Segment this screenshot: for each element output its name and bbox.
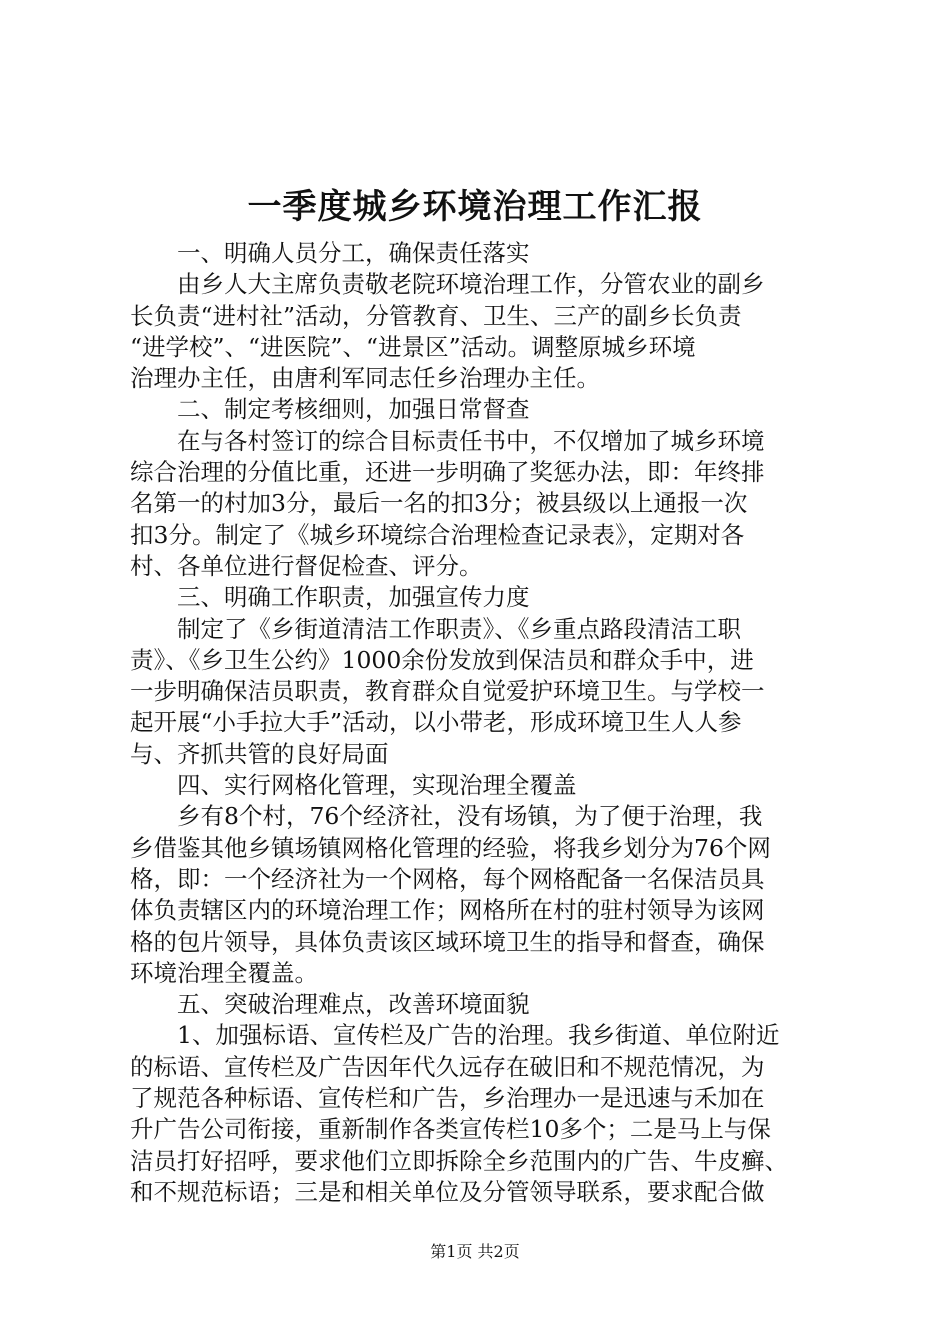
paragraph-line: 一步明确保洁员职责，教育群众自觉爱护环境卫生。与学校一 — [130, 677, 765, 706]
section-heading: 五、突破治理难点，改善环境面貌 — [177, 990, 530, 1019]
paragraph-line: “进学校”、“进医院”、“进景区”活动。调整原城乡环境 — [130, 332, 696, 361]
document-title: 一季度城乡环境治理工作汇报 — [247, 187, 703, 227]
paragraph-line: 格，即：一个经济社为一个网格，每个网格配备一名保洁员具 — [130, 864, 765, 893]
paragraph-line: 升广告公司衔接，重新制作各类宣传栏10多个；二是马上与保 — [130, 1115, 771, 1144]
paragraph-line: 1、加强标语、宣传栏及广告的治理。我乡街道、单位附近 — [177, 1021, 780, 1050]
document-body — [130, 238, 830, 1208]
paragraph-line: 村、各单位进行督促检查、评分。 — [130, 551, 483, 580]
paragraph-line: 体负责辖区内的环境治理工作；网格所在村的驻村领导为该网 — [130, 896, 765, 925]
paragraph-line: 在与各村签订的综合目标责任书中，不仅增加了城乡环境 — [177, 426, 765, 455]
paragraph-line: 扣3分。制定了《城乡环境综合治理检查记录表》，定期对各 — [130, 520, 745, 549]
paragraph-line: 的标语、宣传栏及广告因年代久远存在破旧和不规范情况，为 — [130, 1052, 765, 1081]
section-heading: 二、制定考核细则，加强日常督查 — [177, 395, 530, 424]
paragraph-line: 制定了《乡街道清洁工作职责》、《乡重点路段清洁工职 — [177, 614, 741, 643]
paragraph-line: 洁员打好招呼，要求他们立即拆除全乡范围内的广告、牛皮癣、 — [130, 1146, 788, 1175]
paragraph-line: 环境治理全覆盖。 — [130, 958, 318, 987]
page-footer: 第1页 共2页 — [430, 1242, 520, 1261]
paragraph-line: 和不规范标语；三是和相关单位及分管领导联系，要求配合做 — [130, 1177, 765, 1206]
section-heading: 三、明确工作职责，加强宣传力度 — [177, 583, 530, 612]
paragraph-line: 格的包片领导，具体负责该区域环境卫生的指导和督查，确保 — [130, 927, 765, 956]
paragraph-line: 了规范各种标语、宣传栏和广告，乡治理办一是迅速与禾加在 — [130, 1084, 765, 1113]
paragraph-line: 责》、《乡卫生公约》1000余份发放到保洁员和群众手中，进 — [130, 645, 754, 674]
section-heading: 一、明确人员分工，确保责任落实 — [177, 239, 530, 267]
paragraph-line: 由乡人大主席负责敬老院环境治理工作，分管农业的副乡 — [177, 270, 765, 299]
paragraph-line: 名第一的村加3分，最后一名的扣3分；被县级以上通报一次 — [130, 489, 748, 518]
paragraph-line: 起开展“小手拉大手”活动，以小带老，形成环境卫生人人参 — [130, 708, 742, 737]
paragraph-line: 与、齐抓共管的良好局面 — [130, 739, 389, 768]
paragraph-line: 乡借鉴其他乡镇场镇网格化管理的经验，将我乡划分为76个网 — [130, 833, 771, 862]
section-heading: 四、实行网格化管理，实现治理全覆盖 — [177, 771, 577, 800]
paragraph-line: 长负责“进村社”活动，分管教育、卫生、三产的副乡长负责 — [130, 301, 742, 330]
paragraph-line: 治理办主任，由唐利军同志任乡治理办主任。 — [130, 364, 600, 393]
paragraph-line: 综合治理的分值比重，还进一步明确了奖惩办法，即：年终排 — [130, 458, 765, 487]
paragraph-line: 乡有8个村，76个经济社，没有场镇，为了便于治理，我 — [177, 802, 763, 831]
